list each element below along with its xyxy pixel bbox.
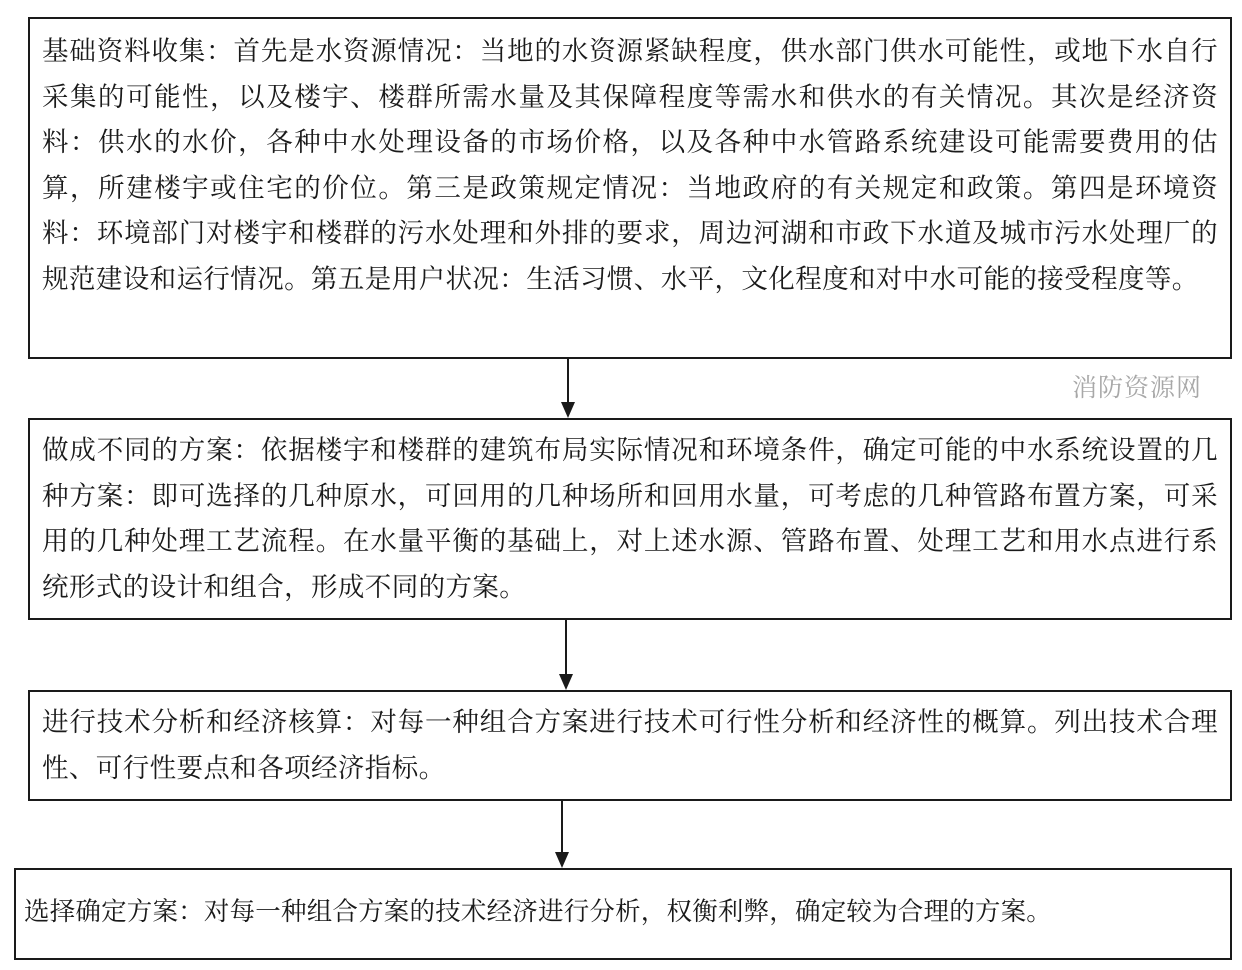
arrow-down-icon bbox=[561, 402, 575, 418]
flow-arrow-3 bbox=[552, 801, 572, 868]
arrow-down-icon bbox=[555, 852, 569, 868]
watermark-text: 消防资源网 bbox=[1072, 373, 1203, 402]
arrow-shaft bbox=[561, 801, 563, 853]
flow-step-text: 做成不同的方案：依据楼宇和楼群的建筑布局实际情况和环境条件，确定可能的中水系统设置的几种方案：即可选择的几种原水，可回用的几种场所和回用水量，可考虑的几种管路布置方案，可采用的几种处理工艺流程。在水量平衡的基础上，对上述水源、管路布置、处理工艺和用水点进行系统形式的设计和组合，形成不同的方案。 bbox=[42, 435, 1218, 603]
flow-arrow-1 bbox=[558, 359, 578, 418]
arrow-shaft bbox=[567, 359, 569, 403]
flow-step-data-collection bbox=[28, 17, 1232, 359]
flow-step-text: 基础资料收集：首先是水资源情况：当地的水资源紧缺程度，供水部门供水可能性，或地下水自行采集的可能性，以及楼宇、楼群所需水量及其保障程度等需水和供水的有关情况。其次是经济资料：供水的水价，各种中水处理设备的市场价格，以及各种中水管路系统建设可能需要费用的估算，所建楼宇或住宅的价位。第三是政策规定情况：当地政府的有关规定和政策。第四是环境资料：环境部门对楼宇和楼群的污水处理和外排的要求，周边河湖和市政下水道及城市污水处理厂的规范建设和运行情况。第五是用户状况：生活习惯、水平，文化程度和对中水可能的接受程度等。 bbox=[42, 36, 1218, 295]
arrow-down-icon bbox=[559, 674, 573, 690]
flow-step-technical-economic-analysis bbox=[28, 690, 1232, 801]
flow-step-select-scheme bbox=[14, 868, 1232, 960]
arrow-shaft bbox=[565, 620, 567, 675]
flow-arrow-2 bbox=[556, 620, 576, 690]
flow-step-make-schemes bbox=[28, 418, 1232, 620]
flow-step-text: 进行技术分析和经济核算：对每一种组合方案进行技术可行性分析和经济性的概算。列出技术合理性、可行性要点和各项经济指标。 bbox=[42, 707, 1218, 784]
flow-step-text: 选择确定方案：对每一种组合方案的技术经济进行分析，权衡利弊，确定较为合理的方案。 bbox=[24, 897, 1053, 927]
